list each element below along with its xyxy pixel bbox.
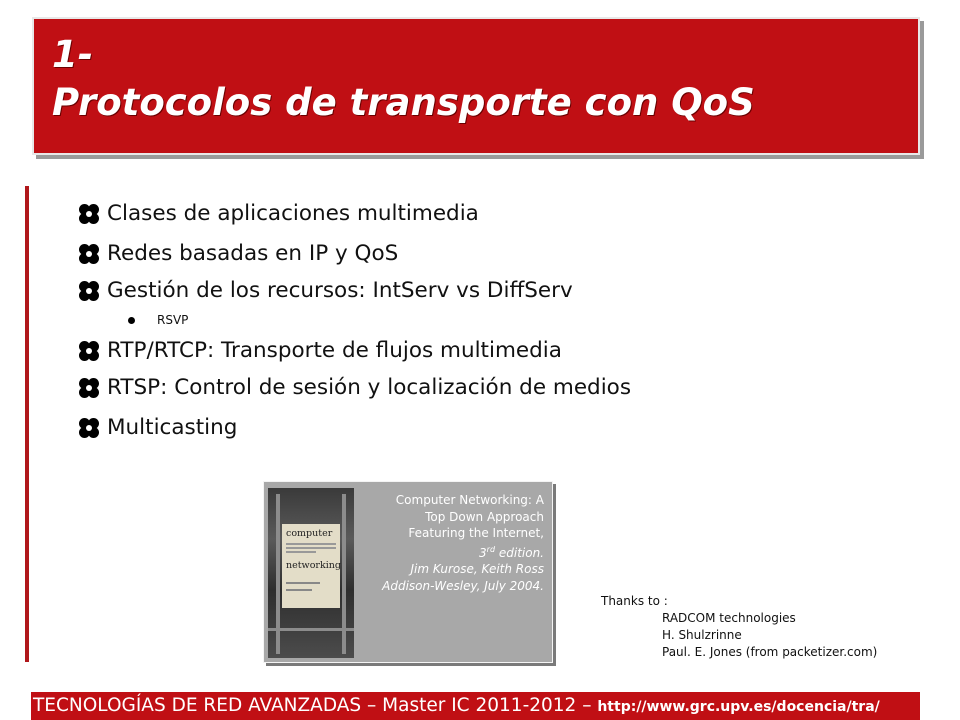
cover-author-lines	[286, 582, 336, 591]
bullet-text: RTSP: Control de sesión y localización de medios	[107, 375, 632, 400]
bullet-item	[78, 278, 573, 303]
left-vertical-rule	[25, 186, 29, 662]
cover-title-word: networking	[286, 560, 341, 571]
flower-bullet-icon	[78, 203, 100, 225]
book-authors: Jim Kurose, Keith Ross	[410, 562, 544, 576]
bullet-text: Multicasting	[107, 415, 238, 440]
dot-icon	[128, 317, 135, 324]
book-edition: 3rd edition.	[479, 544, 544, 560]
cover-subtitle-lines	[286, 543, 336, 553]
cover-title-word: computer	[286, 528, 333, 539]
title-banner	[32, 17, 920, 155]
sub-bullet-text: RSVP	[157, 313, 189, 327]
thanks-name: RADCOM technologies	[662, 611, 796, 625]
slide-title: Protocolos de transporte con QoS	[52, 81, 755, 124]
flower-bullet-icon	[78, 243, 100, 265]
bullet-text: Redes basadas en IP y QoS	[107, 241, 399, 266]
bullet-item	[78, 375, 631, 400]
thanks-name: Paul. E. Jones (from packetizer.com)	[662, 645, 878, 659]
footer-url-link[interactable]: http://www.grc.upv.es/docencia/tra/	[597, 699, 880, 715]
slide-number: 1-	[52, 33, 94, 76]
book-cover-label	[282, 524, 340, 608]
book-cover-image	[268, 488, 354, 658]
bullet-item	[78, 415, 237, 440]
footer-bar	[31, 692, 920, 720]
footer-course-text: TECNOLOGÍAS DE RED AVANZADAS – Master IC 2011-2012 –	[33, 695, 598, 716]
book-caption	[344, 492, 544, 594]
flower-bullet-icon	[78, 417, 100, 439]
flower-bullet-icon	[78, 377, 100, 399]
thanks-name: H. Shulzrinne	[662, 628, 742, 642]
book-publisher: Addison-Wesley, July 2004.	[382, 578, 544, 593]
acknowledgements	[601, 593, 877, 661]
book-title-line: Featuring the Internet,	[408, 526, 544, 540]
bullet-item	[78, 201, 479, 226]
book-title-line: Top Down Approach	[425, 509, 544, 524]
book-reference-box	[263, 481, 553, 663]
thanks-heading: Thanks to :	[601, 594, 668, 608]
sub-bullet-item	[128, 313, 188, 327]
bullet-text: RTP/RTCP: Transporte de flujos multimedia	[107, 338, 562, 363]
bullet-text: Gestión de los recursos: IntServ vs DiffServ	[107, 278, 573, 303]
bullet-item	[78, 241, 398, 266]
bullet-item	[78, 338, 562, 363]
book-title-line: Computer Networking: A	[395, 493, 544, 507]
bullet-text: Clases de aplicaciones multimedia	[107, 201, 479, 226]
flower-bullet-icon	[78, 280, 100, 302]
flower-bullet-icon	[78, 340, 100, 362]
